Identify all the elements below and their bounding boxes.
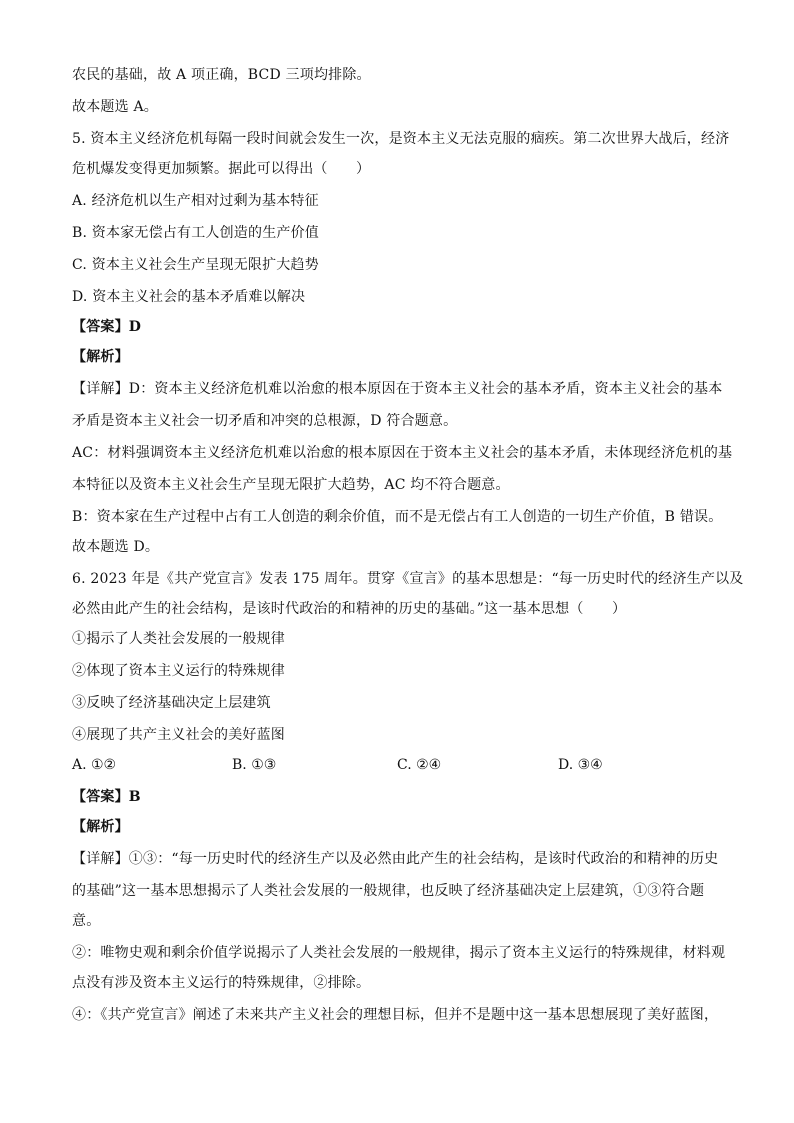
option-a: A. ①② bbox=[72, 757, 117, 773]
analysis-label: 【解析】 bbox=[72, 349, 129, 365]
text-line: 农民的基础，故 A 项正确，BCD 三项均排除。 bbox=[72, 67, 371, 83]
explanation-line: 【详解】①③：“每一历史时代的经济生产以及必然由此产生的社会结构，是该时代政治的和精神的历史 bbox=[72, 851, 719, 867]
statement-4: ④展现了共产主义社会的美好蓝图 bbox=[72, 727, 285, 743]
text-line: 故本题选 D。 bbox=[72, 539, 160, 555]
option-a: A. 经济危机以生产相对过剩为基本特征 bbox=[72, 193, 319, 209]
statement-3: ③反映了经济基础决定上层建筑 bbox=[72, 695, 271, 711]
explanation-line: 【详解】D：资本主义经济危机难以治愈的根本原因在于资本主义社会的基本矛盾，资本主义社会的基本 bbox=[72, 381, 723, 397]
explanation-line: 点没有涉及资本主义运行的特殊规律，②排除。 bbox=[72, 975, 371, 991]
explanation-line: ②：唯物史观和剩余价值学说揭示了人类社会发展的一般规律，揭示了资本主义运行的特殊规律，材料观 bbox=[72, 945, 726, 961]
question-6-stem: 6. 2023 年是《共产党宣言》发表 175 周年。贯穿《宣言》的基本思想是：“每一历史时代的经济生产以及 bbox=[72, 571, 744, 587]
explanation-line: 本特征以及资本主义社会生产呈现无限扩大趋势，AC 均不符合题意。 bbox=[72, 477, 510, 493]
explanation-line: ④：《共产党宣言》阐述了未来共产主义社会的理想目标，但并不是题中这一基本思想展现了美好蓝图， bbox=[72, 1007, 719, 1023]
explanation-line: 的基础”这一基本思想揭示了人类社会发展的一般规律，也反映了经济基础决定上层建筑，①③符合题 bbox=[72, 883, 705, 899]
explanation-line: AC：材料强调资本主义经济危机难以治愈的根本原因在于资本主义社会的基本矛盾，未体现经济危机的基 bbox=[72, 445, 733, 461]
option-d: D. 资本主义社会的基本矛盾难以解决 bbox=[72, 289, 306, 305]
option-b: B. 资本家无偿占有工人创造的生产价值 bbox=[72, 225, 319, 241]
text-line: 故本题选 A。 bbox=[72, 99, 158, 115]
question-5-stem: 危机爆发变得更加频繁。据此可以得出（ ） bbox=[72, 161, 371, 177]
statement-2: ②体现了资本主义运行的特殊规律 bbox=[72, 663, 285, 679]
explanation-line: B：资本家在生产过程中占有工人创造的剩余价值，而不是无偿占有工人创造的一切生产价值，B 错误。 bbox=[72, 509, 723, 525]
answer-label: 【答案】B bbox=[72, 789, 141, 805]
statement-1: ①揭示了人类社会发展的一般规律 bbox=[72, 631, 285, 647]
question-6-stem: 必然由此产生的社会结构，是该时代政治的和精神的历史的基础。”这一基本思想（ ） bbox=[72, 601, 627, 617]
option-c: C. ②④ bbox=[397, 757, 442, 773]
explanation-line: 矛盾是资本主义社会一切矛盾和冲突的总根源，D 符合题意。 bbox=[72, 413, 458, 429]
question-5-stem: 5. 资本主义经济危机每隔一段时间就会发生一次，是资本主义无法克服的痼疾。第二次世界大战后，经济 bbox=[72, 131, 730, 147]
option-d: D. ③④ bbox=[558, 757, 603, 773]
option-b: B. ①③ bbox=[232, 757, 277, 773]
analysis-label: 【解析】 bbox=[72, 819, 129, 835]
explanation-line: 意。 bbox=[72, 913, 101, 929]
option-c: C. 资本主义社会生产呈现无限扩大趋势 bbox=[72, 257, 319, 273]
answer-label: 【答案】D bbox=[72, 319, 142, 335]
